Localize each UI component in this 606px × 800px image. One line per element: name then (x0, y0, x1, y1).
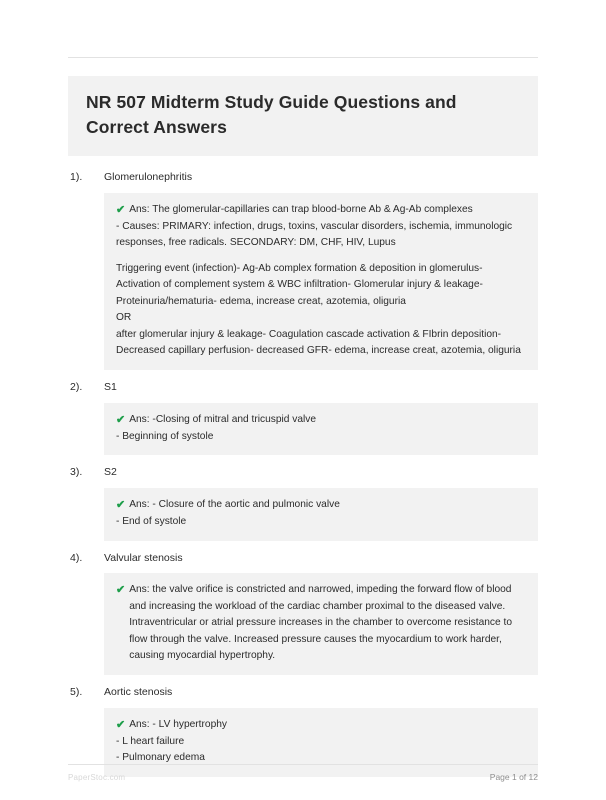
question-header (68, 675, 538, 708)
answer-line (116, 412, 526, 429)
question-header (68, 160, 538, 193)
answer-line: - Causes: PRIMARY: infection, drugs, toxins, vascular disorders, ischemia, immunologic responses, free radicals. SECONDARY: DM, CHF, HIV, Lupus (116, 220, 515, 249)
answer-line (116, 717, 526, 734)
watermark: PaperStoc.com (68, 772, 126, 782)
answer-line: - End of systole (116, 516, 187, 528)
list-item (68, 370, 538, 455)
question-text: S1 (104, 380, 117, 393)
answer-line (116, 497, 526, 514)
check-icon: ✔ (116, 584, 126, 597)
question-header (68, 541, 538, 574)
answer-box (104, 488, 538, 541)
answer-text: Ans: The glomerular-capillaries can trap blood-borne Ab & Ag-Ab complexes (129, 203, 473, 215)
question-text: Valvular stenosis (104, 551, 183, 564)
question-text: Aortic stenosis (104, 685, 173, 698)
answer-line: OR (116, 312, 132, 324)
answer-box (104, 193, 538, 370)
answer-line (116, 202, 526, 219)
check-icon: ✔ (116, 413, 126, 426)
answer-spacer (116, 252, 526, 261)
question-number: 3). (70, 466, 83, 479)
list-item (68, 160, 538, 370)
list-item (68, 675, 538, 777)
question-header (68, 455, 538, 488)
header-divider (68, 57, 538, 58)
answer-line: - Beginning of systole (116, 430, 214, 442)
check-icon: ✔ (116, 498, 126, 511)
question-number: 1). (70, 171, 83, 183)
answer-line: - L heart failure (116, 735, 185, 747)
question-list (68, 160, 538, 777)
page-title: NR 507 Midterm Study Guide Questions and Correct Answers (86, 92, 457, 137)
list-item (68, 455, 538, 540)
answer-line (116, 582, 526, 665)
answer-line: Triggering event (infection)- Ag-Ab complex formation & deposition in glomerulus- Activation of complement system & WBC infiltration- Glomerular injury & leakage- Proteinuria/hematuria- edema, increase creat, azotemia, oliguria (116, 262, 486, 307)
answer-text: Ans: -Closing of mitral and tricuspid valve (129, 413, 317, 425)
document-title-band (68, 76, 538, 156)
answer-box (104, 403, 538, 456)
page-number: Page 1 of 12 (489, 772, 538, 782)
question-number: 2). (70, 380, 83, 393)
answer-box (104, 573, 538, 675)
question-text: Glomerulonephritis (104, 171, 193, 183)
question-number: 4). (70, 551, 83, 564)
answer-line: after glomerular injury & leakage- Coagulation cascade activation & FIbrin deposition- Decreased capillary perfusion- decreased GFR- edema, increase creat, azotemia, oliguria (116, 328, 521, 357)
page-footer (68, 764, 538, 782)
question-text: S2 (104, 466, 117, 479)
answer-text: Ans: - LV hypertrophy (129, 718, 227, 730)
question-number: 5). (70, 685, 83, 698)
answer-text: Ans: - Closure of the aortic and pulmonic valve (129, 498, 340, 510)
list-item (68, 541, 538, 675)
answer-line: - Pulmonary edema (116, 752, 205, 764)
check-icon: ✔ (116, 203, 126, 216)
check-icon: ✔ (116, 718, 126, 731)
question-header (68, 370, 538, 403)
answer-text: Ans: the valve orifice is constricted and narrowed, impeding the forward flow of blood and increasing the workload of the cardiac chamber proximal to the diseased valve. Intraventricular or atrial pressure increases in the chamber to overcome resistance to flow through the valve. Increased pressure causes the myocardium to work harder, causing myocardial hypertrophy. (129, 584, 515, 662)
